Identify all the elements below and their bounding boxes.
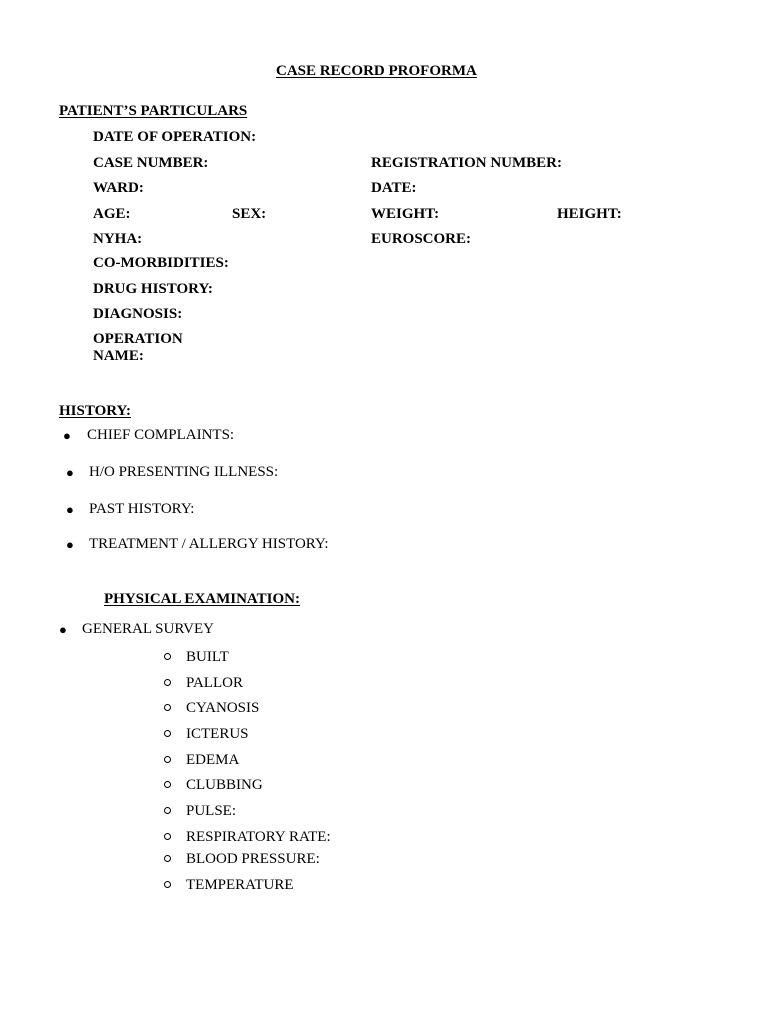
exam-item-icterus: ICTERUS (186, 726, 249, 742)
bullet-icon: ● (63, 428, 71, 443)
exam-item-respiratory-rate: RESPIRATORY RATE: (186, 829, 331, 845)
circle-bullet-icon (164, 756, 171, 763)
operation-name-label-line1: OPERATION (93, 331, 183, 347)
age-label: AGE: (93, 206, 131, 222)
patient-particulars-heading: PATIENT’S PARTICULARS (59, 103, 248, 119)
drug-history-label: DRUG HISTORY: (93, 281, 213, 297)
date-of-operation-label: DATE OF OPERATION: (93, 129, 257, 145)
height-label: HEIGHT: (557, 206, 622, 222)
diagnosis-label: DIAGNOSIS: (93, 306, 183, 322)
exam-item-edema: EDEMA (186, 752, 240, 768)
euroscore-label: EUROSCORE: (371, 231, 472, 247)
circle-bullet-icon (164, 730, 171, 737)
exam-item-pulse: PULSE: (186, 803, 237, 819)
bullet-icon: ● (59, 622, 67, 637)
exam-item-clubbing: CLUBBING (186, 777, 263, 793)
circle-bullet-icon (164, 833, 171, 840)
exam-item-cyanosis: CYANOSIS (186, 700, 260, 716)
exam-item-blood-pressure: BLOOD PRESSURE: (186, 851, 320, 867)
circle-bullet-icon (164, 881, 171, 888)
history-item-past-history: PAST HISTORY: (89, 501, 195, 517)
bullet-icon: ● (66, 537, 74, 552)
case-number-label: CASE NUMBER: (93, 155, 209, 171)
circle-bullet-icon (164, 781, 171, 788)
circle-bullet-icon (164, 807, 171, 814)
weight-label: WEIGHT: (371, 206, 440, 222)
history-heading: HISTORY: (59, 403, 132, 419)
general-survey-label: GENERAL SURVEY (82, 621, 214, 637)
history-item-chief-complaints: CHIEF COMPLAINTS: (87, 427, 235, 443)
history-item-presenting-illness: H/O PRESENTING ILLNESS: (89, 464, 279, 480)
date-label: DATE: (371, 180, 417, 196)
bullet-icon: ● (66, 502, 74, 517)
registration-number-label: REGISTRATION NUMBER: (371, 155, 562, 171)
comorbidities-label: CO-MORBIDITIES: (93, 255, 229, 271)
nyha-label: NYHA: (93, 231, 143, 247)
exam-item-temperature: TEMPERATURE (186, 877, 294, 893)
circle-bullet-icon (164, 653, 171, 660)
circle-bullet-icon (164, 679, 171, 686)
sex-label: SEX: (232, 206, 267, 222)
physical-examination-heading: PHYSICAL EXAMINATION: (104, 591, 300, 607)
exam-item-pallor: PALLOR (186, 675, 243, 691)
circle-bullet-icon (164, 855, 171, 862)
document-title: CASE RECORD PROFORMA (276, 63, 477, 79)
bullet-icon: ● (66, 465, 74, 480)
operation-name-label-line2: NAME: (93, 348, 144, 364)
ward-label: WARD: (93, 180, 144, 196)
exam-item-built: BUILT (186, 649, 229, 665)
history-item-treatment-allergy: TREATMENT / ALLERGY HISTORY: (89, 536, 329, 552)
circle-bullet-icon (164, 704, 171, 711)
